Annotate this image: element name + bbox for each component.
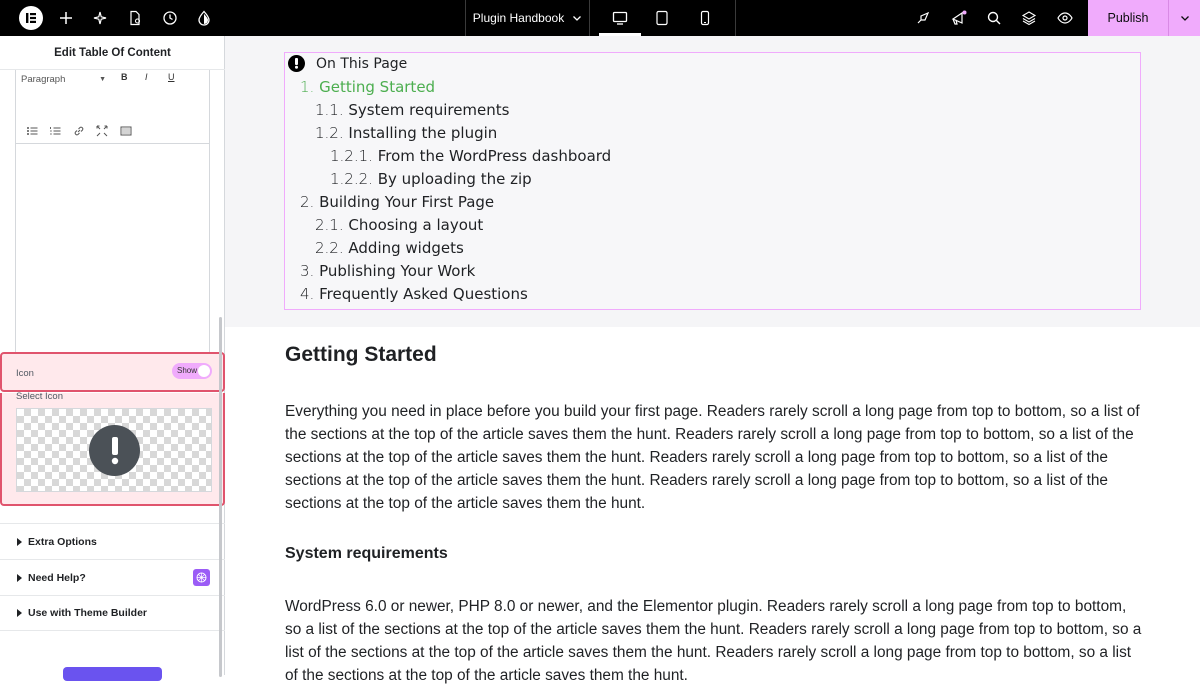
panel-action-button[interactable] [63,667,162,681]
subsection-heading: System requirements [285,545,448,562]
toc-item-text: Choosing a layout [348,216,484,234]
publish-options-button[interactable] [1168,0,1200,36]
caret-right-icon [17,609,22,617]
toc-section [225,36,1200,327]
add-element-icon[interactable] [49,0,83,36]
divider [735,0,736,36]
toc-item-number: 1. [300,78,315,96]
toc-item-text: Adding widgets [348,239,464,257]
table-of-contents[interactable] [284,52,1141,310]
toc-item-number: 1.2.2. [330,170,373,188]
select-icon-label: Select Icon [16,391,63,402]
editor-panel [0,36,225,675]
italic-button[interactable]: I [145,72,148,82]
toc-item-number: 1.2.1. [330,147,373,165]
toc-item-text: System requirements [348,101,510,119]
toc-item-number: 1.2. [315,124,344,142]
toolbar-toggle-icon[interactable] [120,125,132,137]
section-label: Use with Theme Builder [28,607,148,619]
tablet-view-icon[interactable] [641,0,683,36]
site-settings-icon[interactable] [118,0,152,36]
caret-down-icon: ▼ [99,75,106,83]
paragraph: WordPress 6.0 or newer, PHP 8.0 or newer, and the Elementor plugin. Readers rarely scroll a long page from top to bottom, so a list of the sections at the top of the article saves them the hunt. Readers rarely scroll a long page from top to bottom, so a list of the sections at the top of the article saves them the hunt. Readers rarely scroll a long page from top to bottom, so a list of the sections at the top of the article saves them the hunt. [285,598,1142,684]
integrations-icon[interactable] [906,0,940,36]
toc-item-text: Installing the plugin [348,124,498,142]
toc-title: On This Page [316,55,408,72]
mobile-view-icon[interactable] [684,0,726,36]
toc-item-number: 1.1. [315,101,344,119]
preview-eye-icon[interactable] [1048,0,1082,36]
document-selector[interactable] [465,0,590,36]
section-label: Extra Options [28,535,97,548]
section-heading: Getting Started [285,343,437,366]
bullet-list-icon[interactable] [26,125,38,137]
publish-button[interactable]: Publish [1088,0,1168,36]
toc-item-text: Building Your First Page [319,193,495,211]
toc-item[interactable] [300,193,494,211]
editor-toolbar [16,70,209,144]
toc-item-text: By uploading the zip [377,170,532,188]
toc-item-number: 2.1. [315,216,344,234]
toc-item-text: Publishing Your Work [319,262,476,280]
toc-header [288,55,407,72]
icon-show-toggle[interactable] [172,363,212,379]
icon-picker-preview[interactable] [16,408,212,492]
section-theme-builder[interactable] [0,595,225,631]
desktop-view-icon[interactable] [599,0,641,36]
toc-item[interactable] [300,262,475,280]
history-icon[interactable] [153,0,187,36]
ai-sparkle-icon[interactable] [84,0,118,36]
paragraph-format-value: Paragraph [21,73,66,85]
icon-label: Icon [16,368,34,379]
toc-item-text: Getting Started [319,78,436,96]
toc-item-number: 3. [300,262,315,280]
notifications-icon[interactable] [942,0,976,36]
toc-item[interactable] [315,124,497,142]
section-extra-options[interactable] [0,523,225,559]
fullscreen-icon[interactable] [96,125,108,137]
toc-item[interactable] [330,170,532,188]
theme-style-icon[interactable] [187,0,221,36]
toc-item-text: Frequently Asked Questions [319,285,528,303]
layers-icon[interactable] [1012,0,1046,36]
toc-item-text: From the WordPress dashboard [377,147,612,165]
preview-canvas [225,36,1200,684]
toc-item[interactable] [300,78,435,96]
toc-item[interactable] [315,101,509,119]
toggle-label: Show [177,366,198,375]
text-editor[interactable] [15,70,210,379]
chevron-down-icon [572,13,582,23]
icon-control-row [0,352,225,392]
select-icon-control [0,393,225,506]
panel-scrollbar[interactable] [219,317,222,677]
numbered-list-icon[interactable] [49,125,61,137]
document-name: Plugin Handbook [472,11,565,25]
caret-right-icon [17,538,22,546]
elementor-logo-icon[interactable] [19,6,43,30]
chevron-down-icon [1180,13,1190,23]
top-bar [0,0,1200,36]
exclamation-circle-icon [89,425,140,476]
toc-item[interactable] [315,216,483,234]
toc-item-number: 4. [300,285,315,303]
toc-item[interactable] [330,147,611,165]
section-need-help[interactable] [0,559,225,595]
bold-button[interactable]: B [121,72,128,82]
paragraph: Everything you need in place before you build your first page. Readers rarely scroll a long page from top to bottom, so a list of the sections at the top of the article saves them the hunt. Readers rarely scroll a long page from top to bottom, so a list of the sections at the top of the article saves them the hunt. Readers rarely scroll a long page from top to bottom, so a list of the sections at the top of the article saves them the hunt. Readers rarely scroll a long page from top to bottom, so a list of the sections at the top of the article saves them the hunt. [285,403,1140,512]
help-grid-icon[interactable] [193,569,210,586]
toc-item[interactable] [300,285,528,303]
exclamation-circle-icon [288,55,305,72]
underline-button[interactable]: U [168,72,175,82]
section-label: Need Help? [28,571,86,584]
search-icon[interactable] [977,0,1011,36]
toc-item[interactable] [315,239,464,257]
paragraph-format-select[interactable] [21,72,106,86]
link-icon[interactable] [73,125,85,137]
toggle-knob [198,365,210,377]
panel-title: Edit Table Of Content [0,36,225,70]
caret-right-icon [17,574,22,582]
toc-item-number: 2.2. [315,239,344,257]
toc-item-number: 2. [300,193,315,211]
